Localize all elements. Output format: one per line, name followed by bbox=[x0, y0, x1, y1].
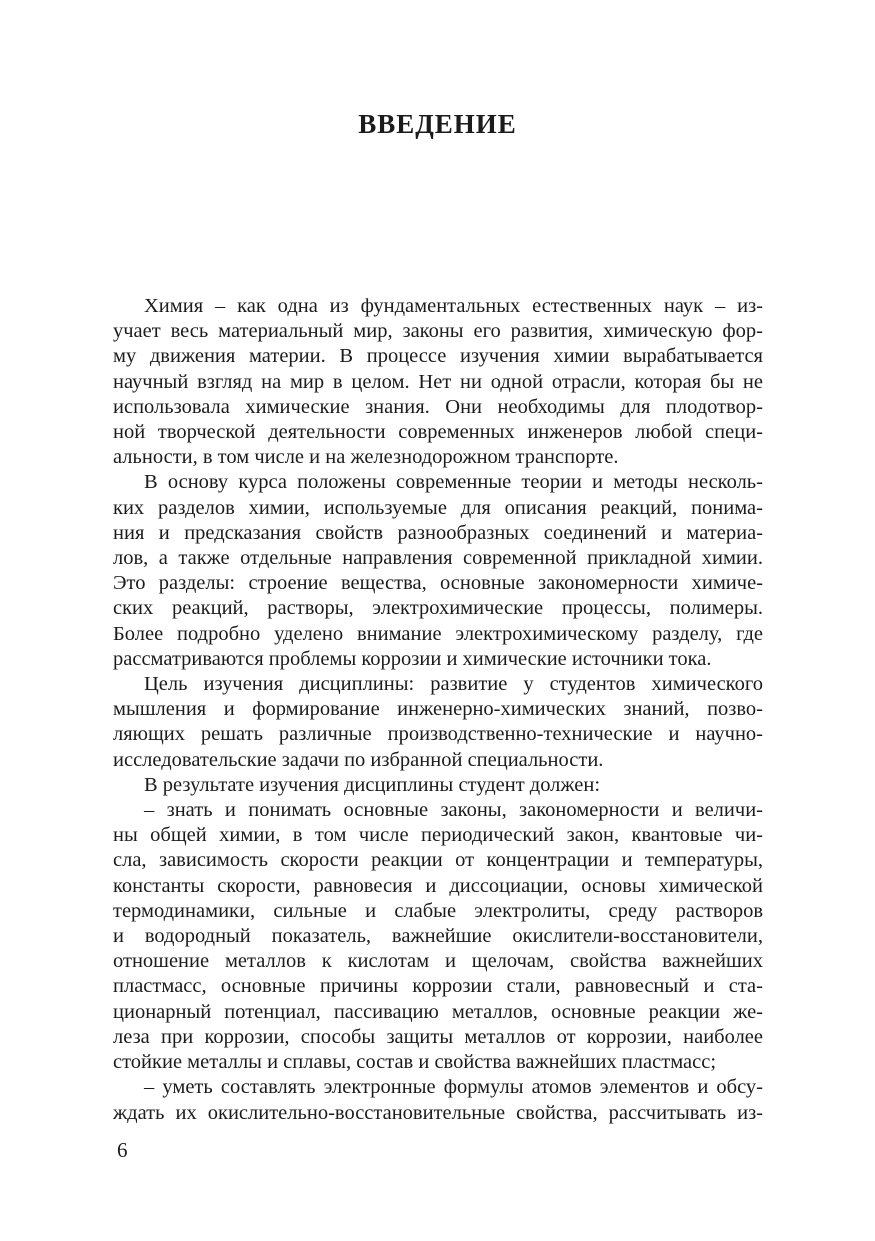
text-line: ной творческой деятельности современных инженеров любой специ- bbox=[113, 421, 763, 444]
text-line: отношение металлов к кислотам и щелочам, свойства важнейших bbox=[113, 950, 763, 973]
text-line: использовала химические знания. Они необходимы для плодотвор- bbox=[113, 395, 763, 418]
text-line: Химия – как одна из фундаментальных естественных наук – из- bbox=[144, 295, 763, 317]
text-line: – уметь составлять электронные формулы атомов элементов и обсу- bbox=[144, 1076, 763, 1099]
text-line: альности, в том числе и на железнодорожном транспорте. bbox=[113, 446, 619, 469]
page-title: ВВЕДЕНИЕ bbox=[358, 109, 517, 139]
text-line: Это разделы: строение вещества, основные закономерности химиче- bbox=[113, 572, 763, 595]
text-line: В основу курса положены современные теории и методы несколь- bbox=[144, 471, 763, 494]
paragraph bbox=[113, 470, 763, 672]
text-line: рассматриваются проблемы коррозии и химические источники тока. bbox=[113, 647, 712, 670]
text-line: – знать и понимать основные законы, закономерности и величи- bbox=[144, 799, 763, 822]
text-line: константы скорости, равновесия и диссоциации, основы химической bbox=[113, 874, 763, 897]
text-line: му движения материи. В процессе изучения химии вырабатывается bbox=[113, 345, 763, 368]
text-line: сла, зависимость скорости реакции от концентрации и температуры, bbox=[113, 849, 763, 872]
text-line: ционарный потенциал, пассивацию металлов, основные реакции же- bbox=[113, 1000, 763, 1023]
text-line: термодинамики, сильные и слабые электролиты, среду растворов bbox=[113, 899, 763, 922]
text-line: Более подробно уделено внимание электрохимическому разделу, где bbox=[113, 622, 763, 645]
paragraph bbox=[113, 773, 763, 798]
text-line: и водородный показатель, важнейшие окислители-восстановители, bbox=[113, 925, 763, 948]
text-line: научный взгляд на мир в целом. Нет ни одной отрасли, которая бы не bbox=[113, 370, 763, 393]
text-line: ких разделов химии, используемые для описания реакций, понима- bbox=[113, 496, 763, 519]
text-line: лов, а также отдельные направления современной прикладной химии. bbox=[113, 547, 763, 570]
text-line: учает весь материальный мир, законы его развития, химическую фор- bbox=[113, 320, 763, 343]
text-line: пластмасс, основные причины коррозии стали, равновесный и ста- bbox=[113, 975, 763, 998]
text-line: Цель изучения дисциплины: развитие у студентов химического bbox=[144, 673, 763, 696]
paragraph bbox=[113, 1075, 763, 1125]
paragraph bbox=[113, 672, 763, 773]
paragraph bbox=[113, 294, 763, 470]
text-line: леза при коррозии, способы защиты металлов от коррозии, наиболее bbox=[113, 1025, 763, 1048]
text-line: исследовательские задачи по избранной специальности. bbox=[113, 748, 604, 771]
text-line: стойкие металлы и сплавы, состав и свойства важнейших пластмасс; bbox=[113, 1051, 717, 1074]
text-line: ждать их окислительно-восстановительные свойства, рассчитывать из- bbox=[113, 1101, 763, 1124]
text-line: мышления и формирование инженерно-химических знаний, позво- bbox=[113, 698, 763, 721]
text-line: ния и предсказания свойств разнообразных соединений и материа- bbox=[113, 521, 763, 544]
text-line: В результате изучения дисциплины студент должен: bbox=[144, 773, 601, 796]
page-number: 6 bbox=[117, 1138, 128, 1162]
paragraph bbox=[113, 798, 763, 1075]
text-line: ляющих решать различные производственно-технические и научно- bbox=[113, 723, 763, 746]
body-text bbox=[113, 294, 763, 1126]
text-line: ских реакций, растворы, электрохимические процессы, полимеры. bbox=[113, 597, 763, 620]
text-line: ны общей химии, в том числе периодический закон, квантовые чи- bbox=[113, 824, 763, 847]
